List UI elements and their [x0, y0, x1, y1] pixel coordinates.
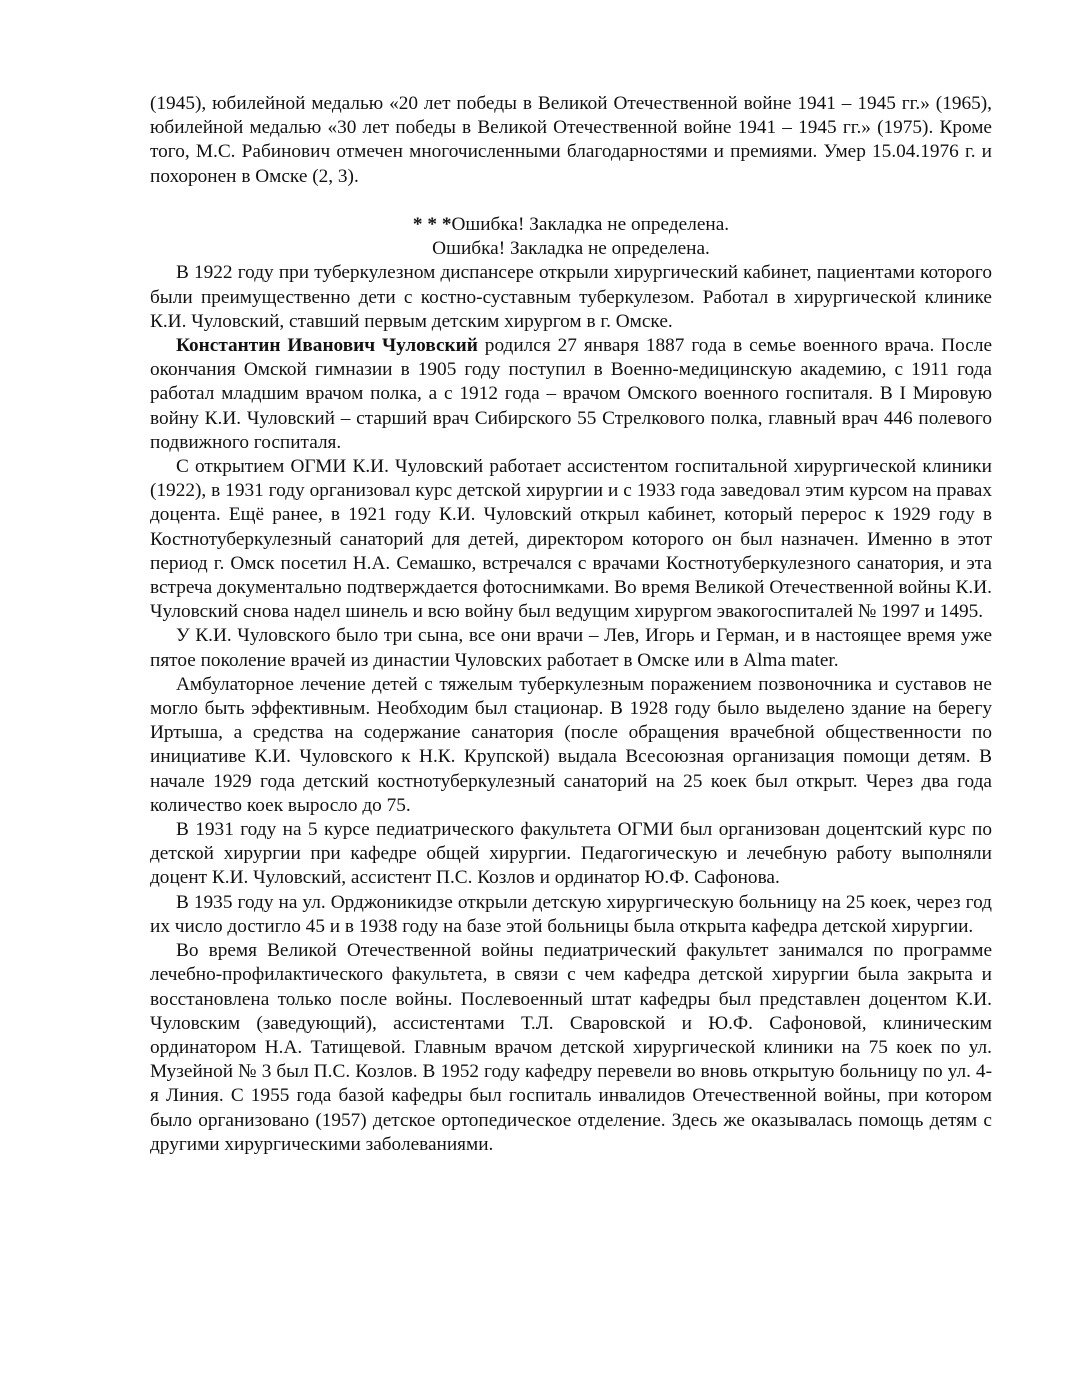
paragraph-surgical-cabinet: В 1922 году при туберкулезном диспансере открыли хирургический кабинет, пациентами которого были преимущественно дети с костно-суставным туберкулезом. Работал в хирургической клинике К.И. Чуловский, ставший первым детским хирургом в г. Омске. [150, 262, 992, 332]
paragraph-ogmi: С открытием ОГМИ К.И. Чуловский работает ассистентом госпитальной хирургической клиники (1922), в 1931 году организовал курс детской хирургии и с 1933 года заведовал этим курсом на правах доцента. Ещё ранее, в 1921 году К.И. Чуловский открыл кабинет, который перерос к 1929 году в Костнотуберкулезный санаторий для детей, директором которого он был назначен. Именно в этот период г. Омск посетил Н.А. Семашко, встречался с врачами Костнотуберкулезного санатория, и эта встреча документально подтверждается фотоснимками. Во время Великой Отечественной войны К.И. Чуловский снова надел шинель и всю войну был ведущим хирургом эвакогоспиталей № 1997 и 1495. [150, 456, 992, 623]
bio-text: родился 27 января 1887 года в семье военного врача. После окончания Омской гимназии в 1905 году поступил в Военно-медицинскую академию, с 1911 года работал младшим врачом полка, а с 1912 года – врачом Омского военного госпиталя. В I Мировую войну К.И. Чуловский – старший врач Сибирского 55 Стрелкового полка, главный врач 446 полевого подвижного госпиталя. [150, 335, 992, 453]
paragraph-course-1931: В 1931 году на 5 курсе педиатрического факультета ОГМИ был организован доцентский курс по детской хирургии при кафедре общей хирургии. Педагогическую и лечебную работу выполняли доцент К.И. Чуловский, ассистент П.С. Козлов и ординатор Ю.Ф. Сафонова. [150, 819, 992, 889]
paragraph-chulovsky-bio [150, 334, 992, 455]
paragraph-awards: (1945), юбилейной медалью «20 лет победы в Великой Отечественной войне 1941 – 1945 гг.» (1965), юбилейной медалью «30 лет победы в Великой Отечественной войне 1941 – 1945 гг.» (1975). Кроме того, М.С. Рабинович отмечен многочисленными благодарностями и премиями. Умер 15.04.1976 г. и похоронен в Омске (2, 3). [150, 93, 992, 187]
person-name: Константин Иванович Чуловский [176, 335, 478, 357]
paragraph-war-period: Во время Великой Отечественной войны педиатрический факультет занимался по программе лечебно-профилактического факультета, в связи с чем кафедра детской хирургии была закрыта и восстановлена только после войны. Послевоенный штат кафедры был представлен доцентом К.И. Чуловским (заведующий), ассистентами Т.Л. Сваровской и Ю.Ф. Сафоновой, клиническим ординатором Н.А. Татищевой. Главным врачом детской хирургической клиники на 75 коек по ул. Музейной № 3 был П.С. Козлов. В 1952 году кафедру перевели во вновь открытую больницу по ул. 4-я Линия. С 1955 года базой кафедры был госпиталь инвалидов Отечественной войны, при котором было организовано (1957) детское ортопедическое отделение. Здесь же оказывалась помощь детям с другими хирургическими заболеваниями. [150, 940, 992, 1155]
blank-line [150, 189, 992, 213]
paragraph-sons: У К.И. Чуловского было три сына, все они врачи – Лев, Игорь и Герман, и в настоящее время уже пятое поколение врачей из династии Чуловских работает в Омске или в Alma mater. [150, 625, 992, 671]
bookmark-error-2: Ошибка! Закладка не определена. [432, 238, 710, 260]
paragraph-hospital-1935: В 1935 году на ул. Орджоникидзе открыли детскую хирургическую больницу на 25 коек, через год их число достигло 45 и в 1938 году на базе этой больницы была открыта кафедра детской хирургии. [150, 891, 992, 937]
section-separator [150, 213, 992, 237]
bookmark-error-1: Ошибка! Закладка не определена. [451, 214, 730, 235]
paragraph-sanatorium: Амбулаторное лечение детей с тяжелым туберкулезным поражением позвоночника и суставов не могло быть эффективным. Необходим был стационар. В 1928 году было выделено здание на берегу Иртыша, а средства на содержание санатория (после обращения врачебной общественности по инициативе К.И. Чуловского к Н.К. Крупской) выдала Всесоюзная организация помощи детям. В начале 1929 года детский костнотуберкулезный санаторий на 25 коек был открыт. Через два года количество коек выросло до 75. [150, 673, 992, 816]
document-page [150, 92, 992, 1157]
separator-stars: * * * [412, 214, 452, 235]
